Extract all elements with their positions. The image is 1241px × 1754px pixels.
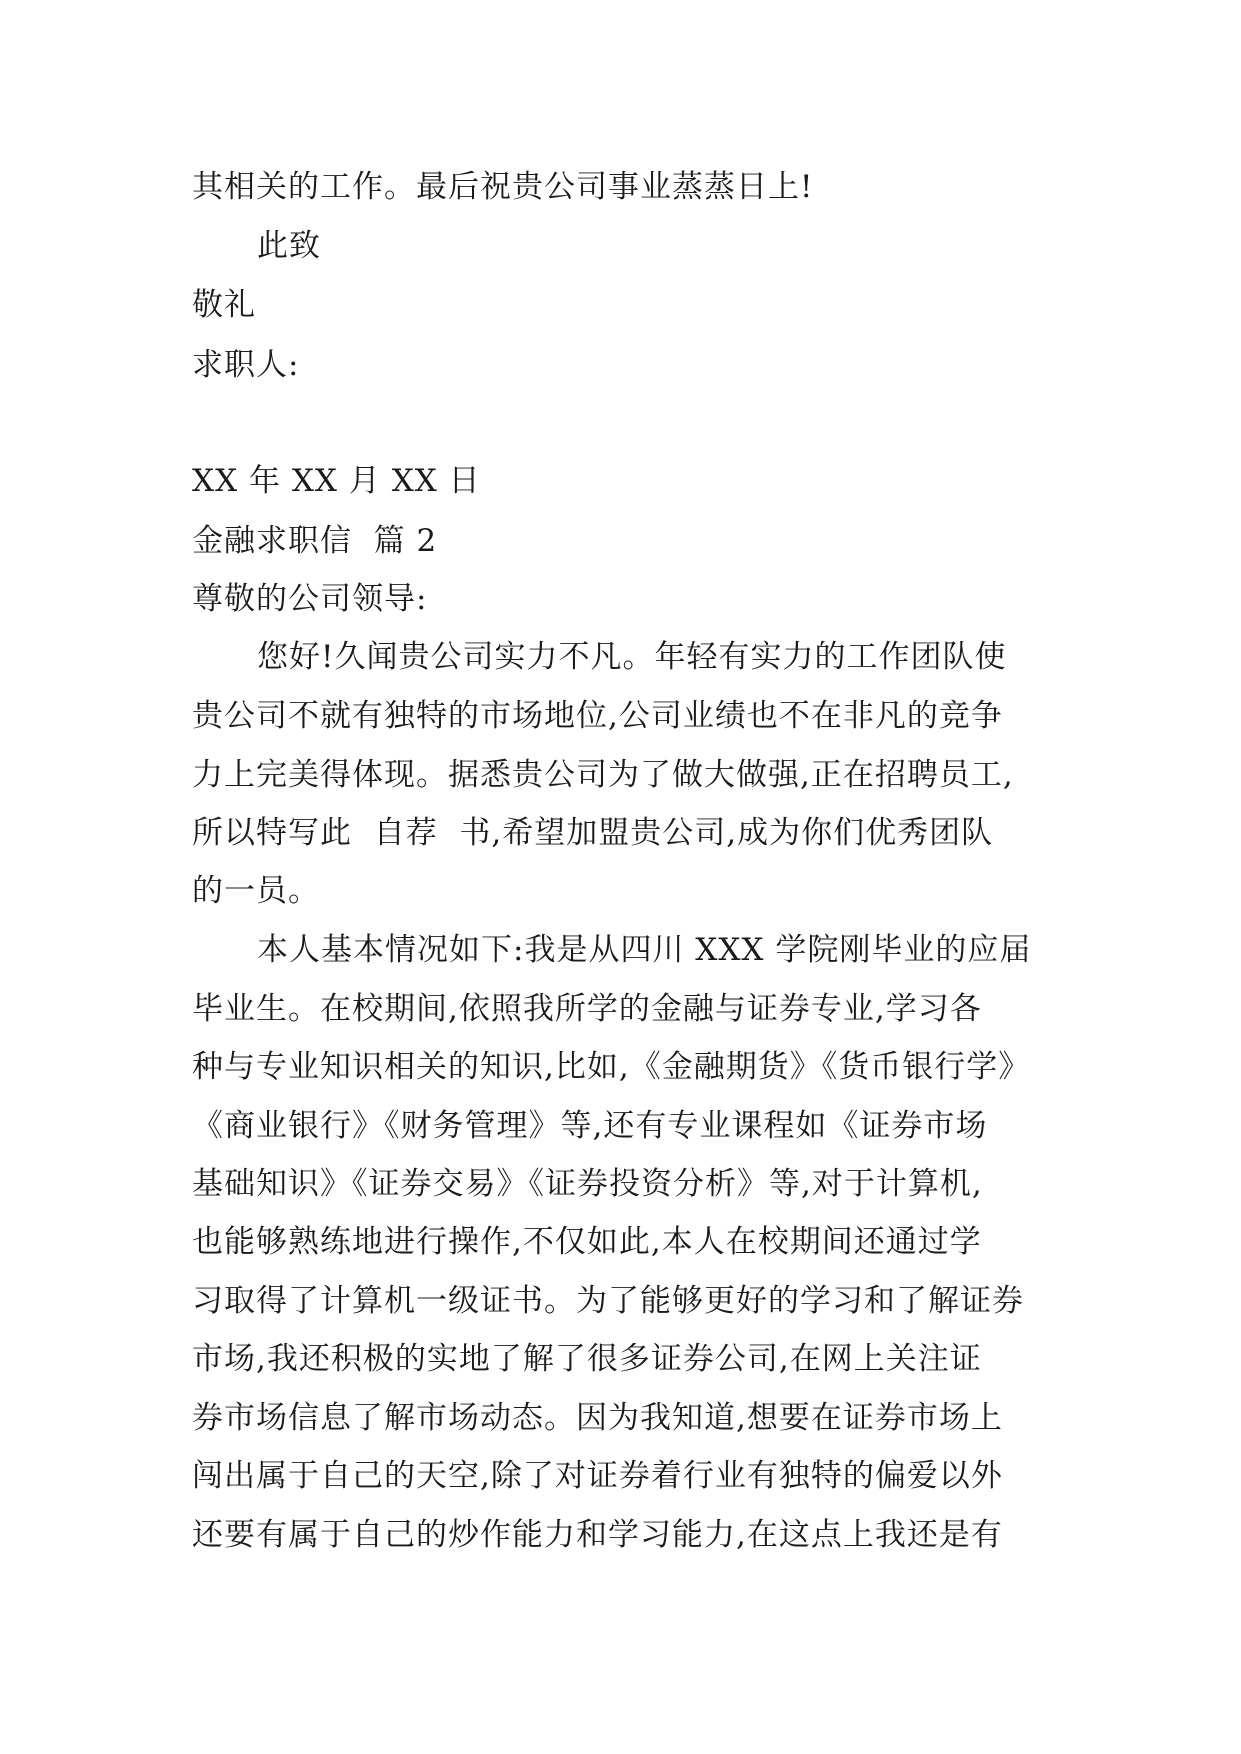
paragraph-line: 种与专业知识相关的知识,比如,《金融期货》《货币银行学》 — [192, 1049, 1031, 1085]
paragraph-line: 贵公司不就有独特的市场地位,公司业绩也不在非凡的竞争 — [192, 698, 1003, 734]
paragraph-line: 也能够熟练地进行操作,不仅如此,本人在校期间还通过学 — [192, 1224, 982, 1260]
paragraph-line: 基础知识》《证券交易》《证券投资分析》等,对于计算机, — [192, 1166, 983, 1202]
closing-line: 其相关的工作。最后祝贵公司事业蒸蒸日上! — [192, 169, 814, 205]
paragraph-line: 券市场信息了解市场动态。因为我知道,想要在证券市场上 — [192, 1400, 1003, 1436]
greeting: 尊敬的公司领导: — [192, 581, 428, 617]
paragraph-line: 闯出属于自己的天空,除了对证券着行业有独特的偏爱以外 — [192, 1458, 1003, 1494]
paragraph-line: 毕业生。在校期间,依照我所学的金融与证券专业,学习各 — [192, 991, 982, 1027]
paragraph-line: 还要有属于自己的炒作能力和学习能力,在这点上我还是有 — [192, 1517, 1003, 1553]
paragraph-line: 本人基本情况如下:我是从四川 XXX 学院刚毕业的应届 — [257, 932, 1032, 968]
regards: 敬礼 — [192, 287, 256, 323]
paragraph-line: 的一员。 — [192, 873, 320, 909]
date-line: XX 年 XX 月 XX 日 — [192, 463, 481, 499]
paragraph-line: 所以特写此 自荐 书,希望加盟贵公司,成为你们优秀团队 — [192, 815, 994, 851]
paragraph-line: 力上完美得体现。据悉贵公司为了做大做强,正在招聘员工, — [192, 757, 1014, 793]
paragraph-line: 您好!久闻贵公司实力不凡。年轻有实力的工作团队使 — [257, 639, 1007, 675]
section-title: 金融求职信 篇 2 — [192, 523, 438, 559]
paragraph-line: 《商业银行》《财务管理》等,还有专业课程如《证券市场 — [192, 1108, 988, 1144]
paragraph-line: 市场,我还积极的实地了解了很多证券公司,在网上关注证 — [192, 1341, 982, 1377]
applicant-label: 求职人: — [192, 347, 300, 383]
paragraph-line: 习取得了计算机一级证书。为了能够更好的学习和了解证券 — [192, 1283, 1024, 1319]
salutation-close: 此致 — [257, 228, 321, 264]
